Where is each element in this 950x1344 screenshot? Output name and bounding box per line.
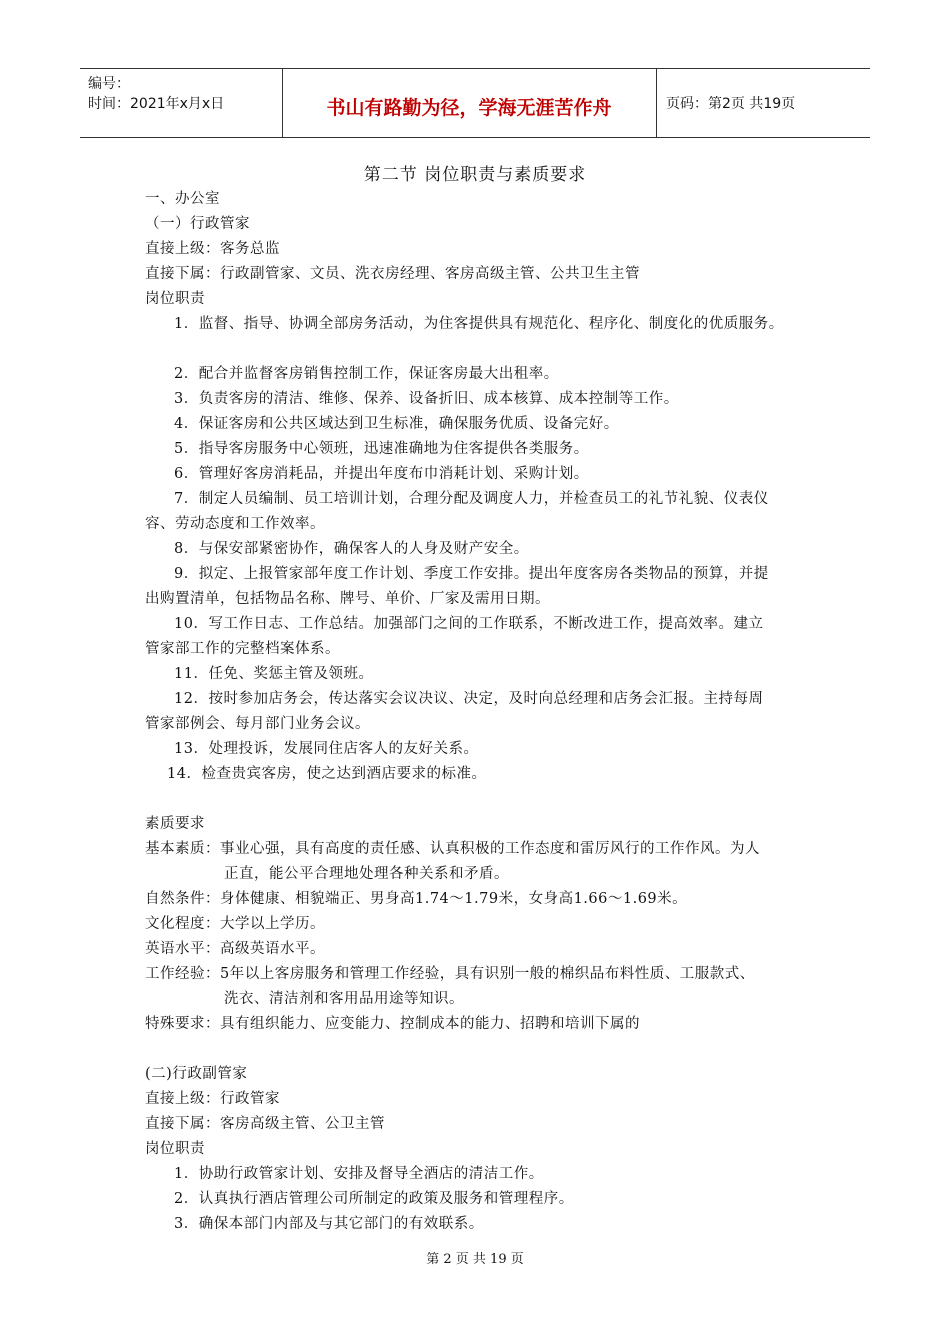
dept-heading: 一、办公室 <box>145 191 220 207</box>
duty-item: 8．与保安部紧密协作，确保客人的人身及财产安全。 <box>174 541 529 557</box>
header-motto: 书山有路勤为径，学海无涯苦作舟 <box>326 97 612 119</box>
duty-item: 2．认真执行酒店管理公司所制定的政策及服务和管理程序。 <box>174 1191 574 1207</box>
header-motto-cell <box>282 69 657 137</box>
duty-item: 14．检查贵宾客房，使之达到酒店要求的标准。 <box>167 766 487 782</box>
duty-item: 4．保证客房和公共区域达到卫生标准，确保服务优质、设备完好。 <box>174 416 619 432</box>
superior-line: 直接上级：客务总监 <box>145 241 280 257</box>
duty-item-continued: 管家部例会、每月部门业务会议。 <box>145 716 370 732</box>
duty-item: 9．拟定、上报管家部年度工作计划、季度工作安排。提出年度客房各类物品的预算，并提 <box>174 566 769 582</box>
duty-item: 3．确保本部门内部及与其它部门的有效联系。 <box>174 1216 484 1232</box>
page-header <box>80 68 870 138</box>
duty-item: 1．协助行政管家计划、安排及督导全酒店的清洁工作。 <box>174 1166 544 1182</box>
qualification-item-continued: 洗衣、清洁剂和客用品用途等知识。 <box>224 991 464 1007</box>
qualification-item-continued: 正直，能公平合理地处理各种关系和矛盾。 <box>224 866 509 882</box>
position-heading: （一）行政管家 <box>145 216 250 232</box>
duty-item: 7．制定人员编制、员工培训计划，合理分配及调度人力，并检查员工的礼节礼貌、仪表仪 <box>174 491 769 507</box>
qualification-item: 英语水平：高级英语水平。 <box>145 941 325 957</box>
duty-item: 11．任免、奖惩主管及领班。 <box>174 666 374 682</box>
duty-item-continued: 出购置清单，包括物品名称、牌号、单价、厂家及需用日期。 <box>145 591 550 607</box>
duty-item: 3．负责客房的清洁、维修、保养、设备折旧、成本核算、成本控制等工作。 <box>174 391 679 407</box>
duty-item-continued: 管家部工作的完整档案体系。 <box>145 641 340 657</box>
header-page-info: 页码：第2页 共19页 <box>666 96 796 112</box>
superior-line: 直接上级：行政管家 <box>145 1091 280 1107</box>
number-label: 编号： <box>88 76 130 92</box>
qualification-item: 工作经验：5年以上客房服务和管理工作经验，具有识别一般的棉织品布料性质、工服款式、 <box>145 966 755 982</box>
duties-heading: 岗位职责 <box>145 291 205 307</box>
duty-item: 6．管理好客房消耗品，并提出年度布巾消耗计划、采购计划。 <box>174 466 589 482</box>
duty-item: 13．处理投诉，发展同住店客人的友好关系。 <box>174 741 479 757</box>
duty-item: 5．指导客房服务中心领班，迅速准确地为住客提供各类服务。 <box>174 441 589 457</box>
duty-item: 1．监督、指导、协调全部房务活动，为住客提供具有规范化、程序化、制度化的优质服务。 <box>174 316 784 332</box>
qualification-item: 基本素质：事业心强，具有高度的责任感、认真积极的工作态度和雷厉风行的工作作风。为人 <box>145 841 760 857</box>
time-label: 时间：2021年x月x日 <box>88 96 225 112</box>
duty-item: 10．写工作日志、工作总结。加强部门之间的工作联系，不断改进工作，提高效率。建立 <box>174 616 764 632</box>
header-meta <box>80 69 283 137</box>
section-title: 第二节 岗位职责与素质要求 <box>363 165 587 185</box>
duty-item: 2．配合并监督客房销售控制工作，保证客房最大出租率。 <box>174 366 559 382</box>
subordinates-line: 直接下属：行政副管家、文员、洗衣房经理、客房高级主管、公共卫生主管 <box>145 266 640 282</box>
page-footer: 第 2 页 共 19 页 <box>426 1252 524 1267</box>
qualification-item: 特殊要求：具有组织能力、应变能力、控制成本的能力、招聘和培训下属的 <box>145 1016 640 1032</box>
qualification-item: 文化程度：大学以上学历。 <box>145 916 325 932</box>
duties-heading: 岗位职责 <box>145 1141 205 1157</box>
qualification-item: 自然条件：身体健康、相貌端正、男身高1.74～1.79米，女身高1.66～1.69米。 <box>145 891 688 907</box>
qualifications-heading: 素质要求 <box>145 816 205 832</box>
duty-item-continued: 容、劳动态度和工作效率。 <box>145 516 325 532</box>
subordinates-line: 直接下属：客房高级主管、公卫主管 <box>145 1116 385 1132</box>
duty-item: 12．按时参加店务会，传达落实会议决议、决定，及时向总经理和店务会汇报。主持每周 <box>174 691 764 707</box>
position-heading: (二)行政副管家 <box>145 1066 248 1082</box>
